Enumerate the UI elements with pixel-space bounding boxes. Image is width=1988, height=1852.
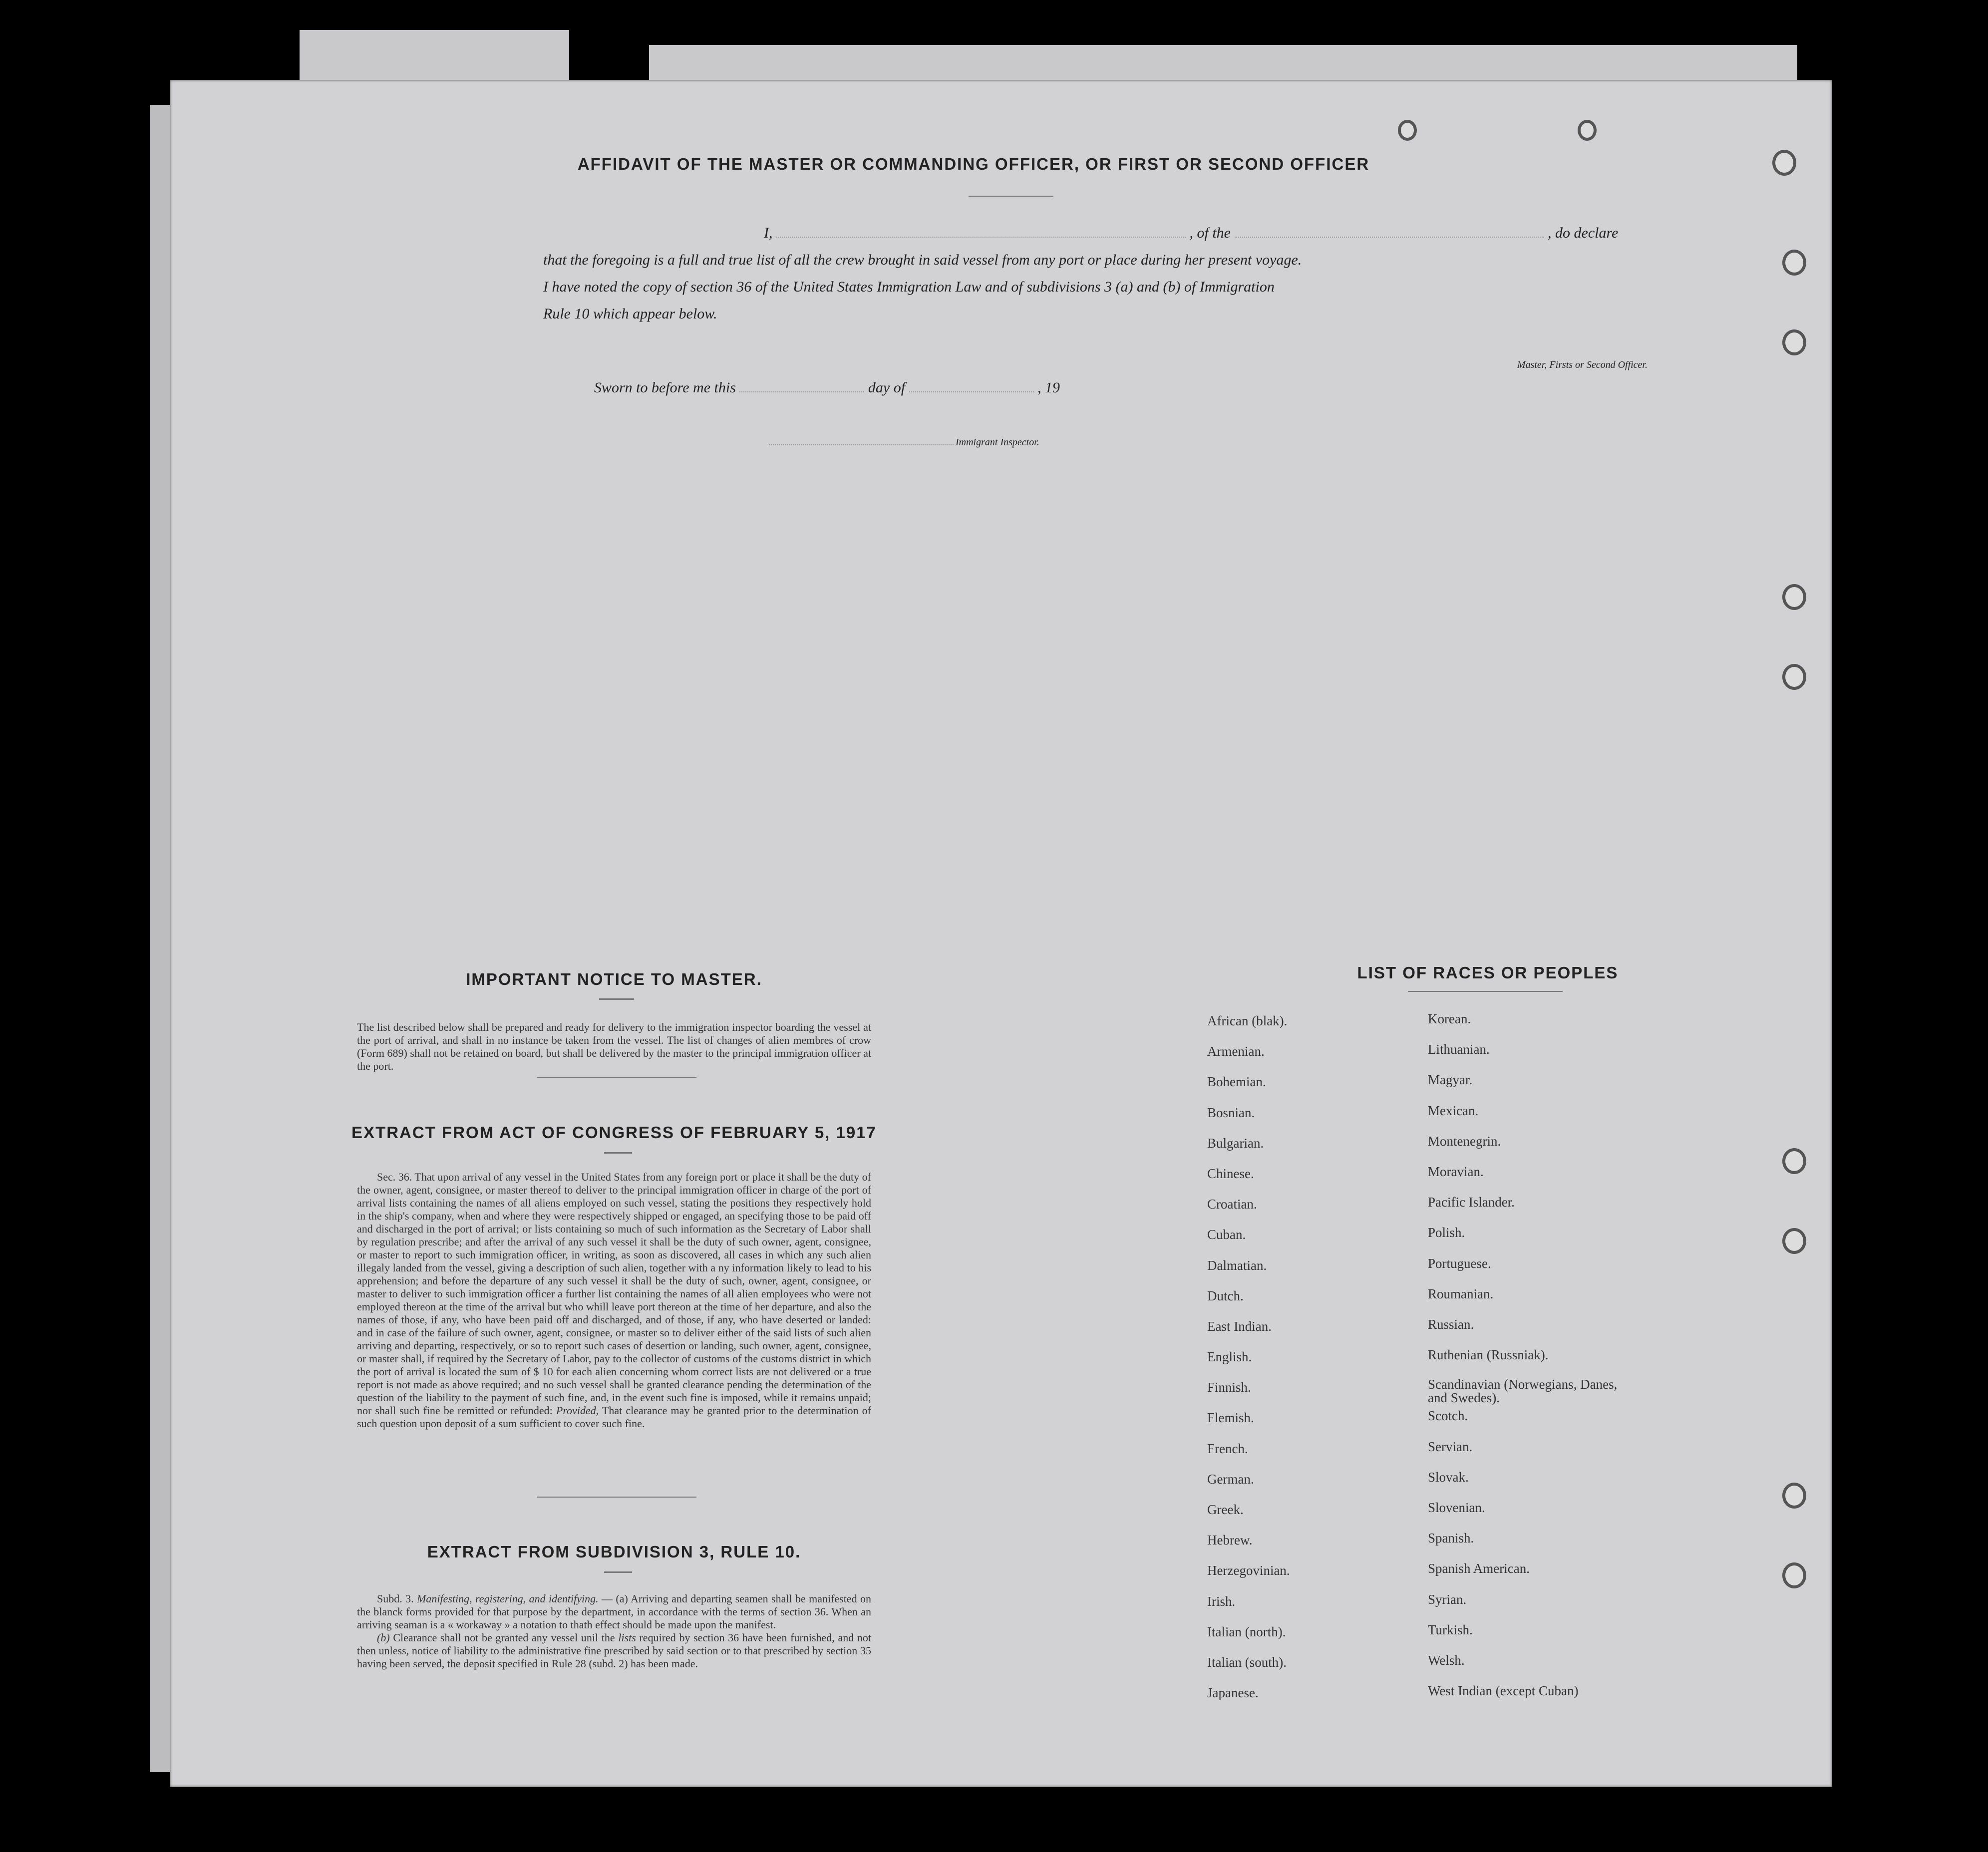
races-left-column [1207,1013,1407,1716]
notice-rule [537,1077,696,1078]
affidavit-line-3: I have noted the copy of section 36 of the United States Immigration Law and of subdivisions 3 (a) and (b) of Immigration [543,279,1275,295]
race-item: Dalmatian. [1207,1257,1267,1273]
act-provided: Provided, [556,1404,599,1417]
sworn-line [594,379,1343,396]
binder-hole [1782,584,1806,610]
inspector-line [769,437,1118,448]
race-item: Hebrew. [1207,1533,1253,1548]
race-item: Korean. [1428,1011,1471,1026]
binder-hole [1782,250,1806,276]
race-item: East Indian. [1207,1318,1272,1334]
race-item: Montenegrin. [1428,1133,1501,1149]
sworn-year: , 19 [1037,379,1060,396]
race-item: Syrian. [1428,1591,1467,1607]
race-item: Greek. [1207,1502,1244,1517]
title-rule [969,196,1053,197]
notice-title: IMPORTANT NOTICE TO MASTER. [466,970,762,988]
race-item: African (blak). [1207,1013,1288,1028]
act-sec-label: Sec. 36. [377,1171,412,1183]
rule-text [357,1592,871,1670]
race-item: West Indian (except Cuban) [1428,1683,1579,1699]
document-page [170,80,1832,1787]
rule-text-b-lists: lists [618,1631,636,1644]
race-item: Moravian. [1428,1164,1484,1179]
race-item: Scotch. [1428,1408,1468,1424]
rule-ornament [604,1571,632,1573]
act-body: That upon arrival of any vessel in the United States from any foreign port or place it shall be the duty of the owner, agent, consignee, or master thereof to deliver to the principal immigration officer in charge of the port of arrival lists containing the names of all aliens employed on such vessel, stating the positions they respectively hold in the ship's company, when and where they were respectively shipped or engaged, an specifying those to be paid off and discharged in the port of arrival; or lists containing so much of such information as the Secretary of Labor shall by regulation prescribe; and after the arrival of any such vessel it shall be the duty of such owner, agent, consignee, or master to report to such immigration officer, in writing, as soon as discovered, all cases in which any such alien illegaly landed from the vessel, giving a description of such alien, together with a ny information likely to lead to his apprehension; and before the departure of any such vessel it shall be the duty of such, owner, agent, consignee, or master to deliver to such immigration officer a further list containing the names of all alien employees who were not employed thereon at the time of the arrival but who whill leave port thereon at the time of her departure, and also the names of those, if any, who have been paid off and discharged, and of those, if any, who have deserted or landed: and in case of the failure of such owner, agent, consignee, or master so to deliver either of the said lists of such alien arriving and departing, respectively, or so to report such cases of desertion or landing, such owner, agent, consignee, or master shall, if required by the Secretary of Labor, pay to the collector of customs of the customs district in which the port of arrival is located the sum of $ 10 for each alien concerning whom correct lists are not delivered or a true report is not made as above required; and no such vessel shall be granted clearance pending the determination of the question of the liability to the payment of such fine, and, in the event such fine is imposed, while it remains unpaid; nor shall such fine be remitted or refunded: [357,1171,871,1417]
race-item: French. [1207,1441,1248,1456]
inspector-label: Immigrant Inspector. [956,437,1039,448]
affidavit-line-2: that the foregoing is a full and true list of all the crew brought in said vessel from any port or place during her present voyage. [543,252,1302,268]
race-item: German. [1207,1471,1254,1487]
race-item: Welsh. [1428,1652,1465,1668]
race-item: Italian (north). [1207,1624,1286,1639]
sworn-day-field[interactable] [739,391,864,392]
sworn-day-of: day of [868,379,906,396]
binder-hole [1772,150,1796,176]
race-item: Scandinavian (Norwegians, Danes, and Swedes). [1428,1377,1618,1406]
race-item: Cuban. [1207,1227,1246,1242]
race-item: Flemish. [1207,1410,1254,1426]
act-body-end: That clearance may be granted prior to the determination of such question upon deposit of a sum sufficient to cover such fine. [357,1404,872,1430]
race-item: Irish. [1207,1593,1236,1609]
declarant-name-field[interactable] [776,237,1186,238]
race-item: Ruthenian (Russniak). [1428,1347,1549,1363]
of-the-text: , of the [1189,225,1231,241]
binder-hole [1578,120,1597,141]
race-item: Bulgarian. [1207,1135,1264,1151]
race-item: Croatian. [1207,1197,1257,1212]
race-item: Slovenian. [1428,1500,1485,1515]
binder-hole [1782,664,1806,690]
race-item: Lithuanian. [1428,1042,1490,1057]
race-item: Pacific Islander. [1428,1195,1515,1210]
race-item: Turkish. [1428,1622,1473,1637]
races-title: LIST OF RACES OR PEOPLES [1357,963,1619,982]
act-ornament [604,1152,632,1154]
race-item: Armenian. [1207,1044,1265,1059]
act-title: EXTRACT FROM ACT OF CONGRESS OF FEBRUARY 5, 1917 [351,1123,877,1142]
act-text [357,1171,871,1430]
race-item: English. [1207,1349,1252,1365]
binder-hole [1782,329,1806,355]
race-item: Roumanian. [1428,1286,1494,1301]
rule-title: EXTRACT FROM SUBDIVISION 3, RULE 10. [427,1543,801,1561]
declare-text: , do declare [1548,225,1619,241]
act-rule [537,1497,696,1498]
affidavit-line-4: Rule 10 which appear below. [543,306,717,322]
rule-b-label: (b) [377,1631,390,1644]
notice-text: The list described below shall be prepared and ready for delivery to the immigration inspector boarding the vessel at the port of arrival, and shall in no instance be taken from the vessel. The list of changes of alien membres of crow (Form 689) shall not be retained on board, but shall be delivered by the master to the principal immigration officer at the port. [357,1021,871,1072]
rule-text-a: — (a) Arriving and departing seamen shall be manifested on the blanck forms provided for that purpose by the department, in accordance with the terms of section 36. When an arriving seaman is a « workaway » a notation to thath effect should be made upon the manifest. [357,1592,872,1631]
binder-hole [1782,1228,1806,1254]
race-item: Magyar. [1428,1072,1473,1088]
rule-subd-heading: Manifesting, registering, and identifying. [417,1592,599,1605]
race-item: Servian. [1428,1439,1473,1454]
binder-hole [1398,120,1417,141]
vessel-name-field[interactable] [1235,237,1544,238]
rule-text-b-end: required by section 36 have been furnished, and not then unless, notice of liability to the administrative fine prescribed by said section or to that prescribed by section 35 having been served, the deposit specified in Rule 28 (subd. 2) has been made. [357,1631,871,1670]
notice-ornament [599,998,634,1000]
inspector-signature-field[interactable] [769,444,954,445]
race-item: Polish. [1428,1225,1465,1240]
race-item: Italian (south). [1207,1654,1287,1670]
race-item: Herzegovinian. [1207,1563,1290,1578]
rule-text-b: Clearance shall not be granted any vessel unil the [393,1631,615,1644]
signature-label: Master, Firsts or Second Officer. [1517,359,1648,370]
binder-hole [1782,1148,1806,1174]
race-item: Slovak. [1428,1469,1469,1485]
race-item: Dutch. [1207,1288,1244,1303]
race-item: Bohemian. [1207,1074,1266,1090]
affidavit-title: AFFIDAVIT OF THE MASTER OR COMMANDING OFFICER, OR FIRST OR SECOND OFFICER [577,155,1370,173]
race-item: Japanese. [1207,1685,1259,1701]
race-item: Spanish. [1428,1531,1474,1546]
race-item: Chinese. [1207,1166,1254,1181]
sworn-month-field[interactable] [909,391,1034,392]
race-item: Spanish American. [1428,1561,1530,1576]
rule-subd-label: Subd. 3. [377,1592,414,1605]
race-item: Finnish. [1207,1380,1251,1395]
binder-hole [1782,1483,1806,1509]
race-item: Bosnian. [1207,1105,1255,1120]
binder-hole [1782,1562,1806,1588]
races-rule [1408,991,1563,992]
race-item: Portuguese. [1428,1255,1491,1271]
race-item: Mexican. [1428,1103,1479,1118]
affidavit-line-1 [594,225,1648,242]
races-right-column [1428,1011,1638,1714]
declarant-prefix: I, [764,225,773,241]
race-item: Russian. [1428,1316,1474,1332]
sworn-prefix: Sworn to before me this [594,379,736,396]
